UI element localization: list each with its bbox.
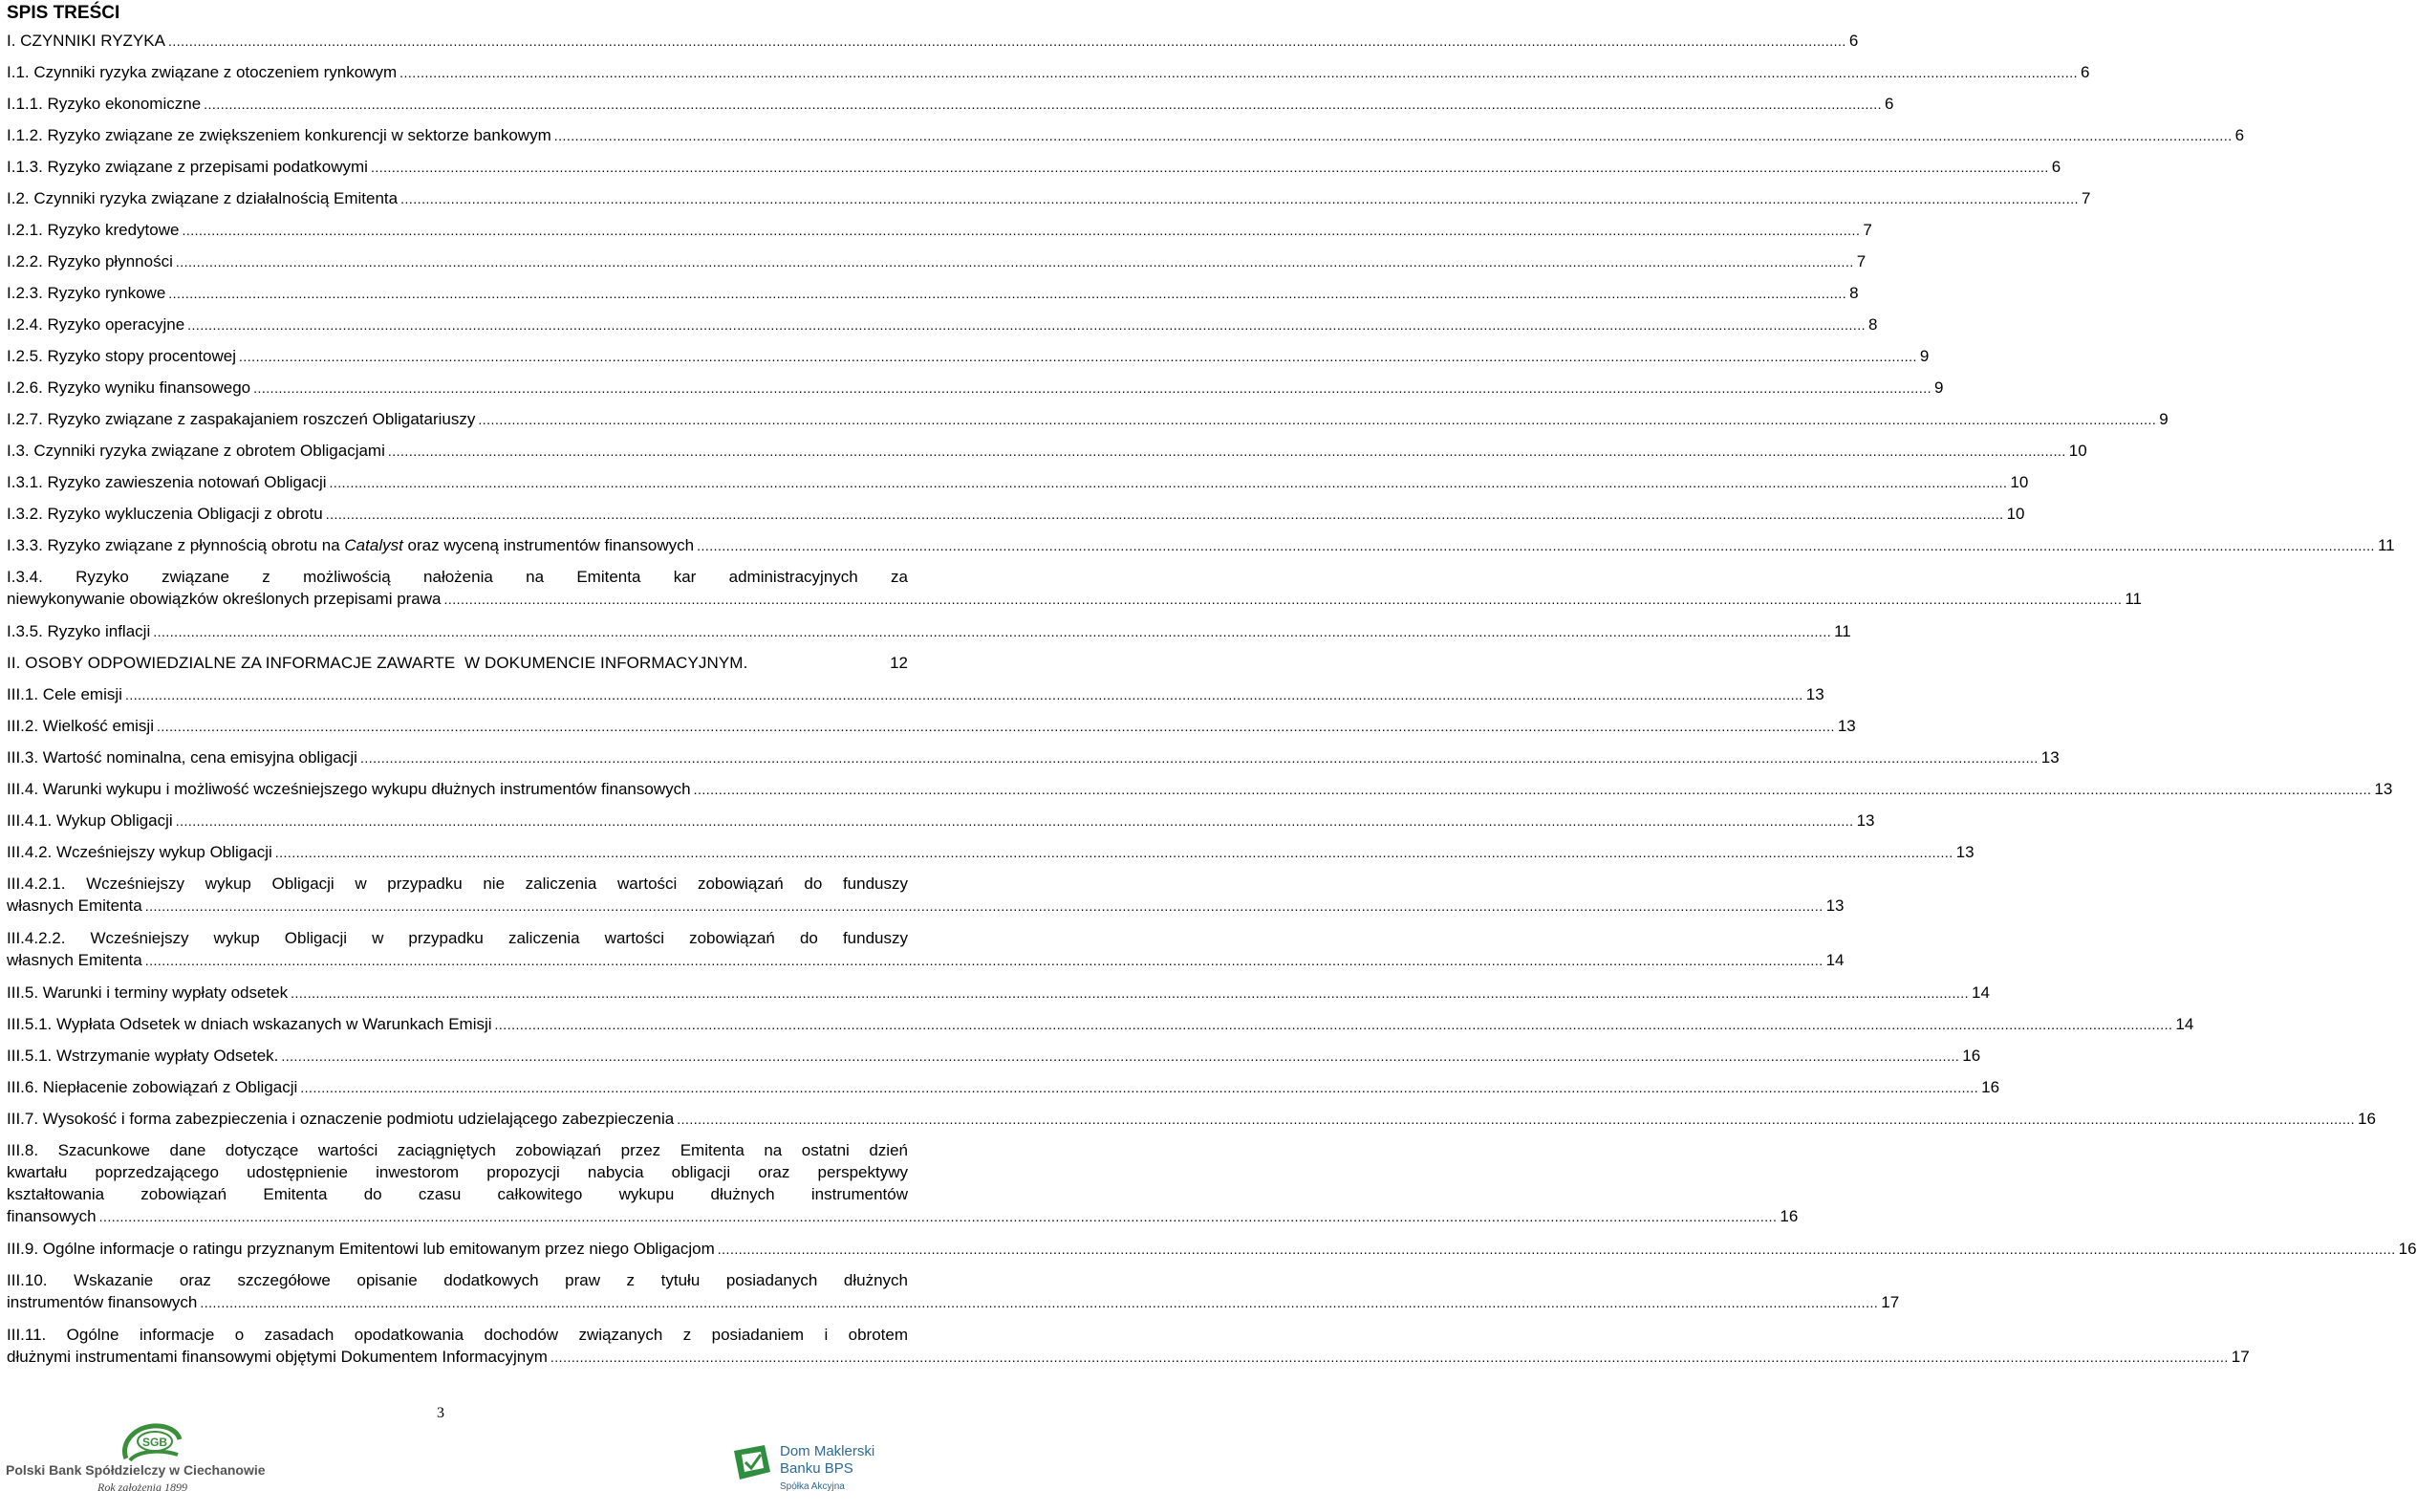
toc-entry-page: 12 — [890, 654, 908, 672]
toc-entry-text: III.10. Wskazanie oraz szczegółowe opisanie dodatkowych praw z tytułu posiadanych dłużnych — [7, 1271, 908, 1289]
toc-entry-text: I.2.4. Ryzyko operacyjne — [7, 315, 185, 334]
toc-entry-text: III.3. Wartość nominalna, cena emisyjna obligacji — [7, 748, 357, 767]
toc-leader-dots: ................................................................................................................................................................................................................................................................................................................................................................................................................ — [443, 592, 2123, 607]
toc-entry-page: 9 — [2159, 410, 2169, 428]
toc-leader-dots: ................................................................................................................................................................................................................................................................................................................................................................................................................ — [553, 128, 2233, 143]
toc-entry-page: 16 — [1962, 1047, 1981, 1065]
toc-leader-dots: ................................................................................................................................................................................................................................................................................................................................................................................................................ — [175, 254, 1854, 270]
toc-entry-page: 6 — [1885, 95, 1894, 113]
toc-entry — [7, 927, 1845, 972]
toc-entry — [7, 408, 2169, 440]
toc-entry-text: III.4.2.2. Wcześniejszy wykup Obligacji w przypadku zaliczenia wartości zobowiązań do funduszy — [7, 929, 908, 947]
toc-entry-page: 13 — [2040, 748, 2060, 767]
dm-bps-logo — [732, 1441, 914, 1508]
toc-entry — [7, 652, 908, 683]
toc-leader-dots: ................................................................................................................................................................................................................................................................................................................................................................................................................ — [167, 33, 1846, 49]
toc-entry — [7, 841, 1975, 873]
toc-entry — [7, 534, 2395, 566]
toc-entry — [7, 982, 1990, 1013]
toc-entry-page: 8 — [1868, 315, 1878, 334]
toc-entry-text: I.3.1. Ryzyko zawieszenia notowań Obligacji — [7, 473, 327, 491]
toc-entry — [7, 566, 2143, 611]
page-title: SPIS TREŚCI — [7, 3, 120, 23]
toc-entry — [7, 187, 2091, 219]
page-number: 3 — [437, 1405, 444, 1421]
toc-leader-dots: ................................................................................................................................................................................................................................................................................................................................................................................................................ — [144, 953, 1824, 968]
toc-entry-text: I.3.5. Ryzyko inflacji — [7, 622, 151, 640]
toc-leader-dots: ................................................................................................................................................................................................................................................................................................................................................................................................................ — [494, 1017, 2173, 1032]
toc-entry — [7, 873, 1845, 918]
toc-leader-dots: ................................................................................................................................................................................................................................................................................................................................................................................................................ — [387, 443, 2066, 459]
toc-entry-text: III.4.1. Wykup Obligacji — [7, 811, 173, 830]
toc-entry — [7, 377, 1944, 408]
toc-leader-dots: ................................................................................................................................................................................................................................................................................................................................................................................................................ — [370, 160, 2049, 175]
toc-entry-page: 14 — [2175, 1015, 2194, 1033]
toc-leader-dots: ................................................................................................................................................................................................................................................................................................................................................................................................................ — [693, 782, 2372, 797]
toc-entry-page: 13 — [1805, 685, 1824, 703]
toc-entry-page: 11 — [2377, 536, 2395, 554]
toc-leader-dots: ................................................................................................................................................................................................................................................................................................................................................................................................................ — [325, 507, 2004, 522]
toc-entry — [7, 1324, 2250, 1369]
toc-entry — [7, 778, 2393, 810]
toc-entry — [7, 683, 1824, 715]
toc-leader-dots: ................................................................................................................................................................................................................................................................................................................................................................................................................ — [697, 538, 2375, 553]
toc-entry-page: 10 — [2010, 473, 2029, 491]
dm-bps-emblem-icon — [732, 1443, 772, 1481]
toc-entry-page: 17 — [1881, 1293, 1900, 1311]
dm-bps-line1: Dom Maklerski — [780, 1443, 875, 1459]
toc-leader-dots: ................................................................................................................................................................................................................................................................................................................................................................................................................ — [144, 898, 1824, 914]
toc-leader-dots: ................................................................................................................................................................................................................................................................................................................................................................................................................ — [239, 349, 1917, 364]
toc-entry-text-cont: kształtowania zobowiązań Emitenta do czasu całkowitego wykupu dłużnych instrumentów — [7, 1185, 908, 1203]
toc-entry — [7, 1045, 1981, 1076]
toc-entry-page: 6 — [2081, 63, 2090, 81]
toc-entry — [7, 345, 1930, 377]
toc-entry-page: 6 — [2051, 158, 2061, 176]
toc-entry — [7, 93, 1894, 124]
toc-leader-dots: ................................................................................................................................................................................................................................................................................................................................................................................................................ — [153, 624, 1832, 639]
toc-entry — [7, 715, 1856, 746]
toc-entry-page: 9 — [1933, 378, 1944, 397]
toc-entry-text-cont: instrumentów finansowych — [7, 1293, 198, 1311]
toc-leader-dots: ................................................................................................................................................................................................................................................................................................................................................................................................................ — [359, 750, 2039, 766]
toc-entry-page: 10 — [2006, 505, 2025, 523]
toc-entry-page: 7 — [1856, 252, 1867, 270]
toc-entry — [7, 1108, 2376, 1139]
toc-leader-dots: ................................................................................................................................................................................................................................................................................................................................................................................................................ — [175, 813, 1854, 829]
toc-entry-text-part: I.3.3. Ryzyko związane z płynnością obrotu na — [7, 536, 345, 554]
toc-entry — [7, 124, 2245, 156]
toc-entry-text: III.11. Ogólne informacje o zasadach opodatkowania dochodów związanych z posiadaniem i obrotem — [7, 1326, 908, 1344]
toc-entry-text: III.1. Cele emisji — [7, 685, 122, 703]
toc-entry-text: III.7. Wysokość i forma zabezpieczenia i oznaczenie podmiotu udzielającego zabezpieczenia — [7, 1110, 675, 1128]
toc-entry — [7, 620, 1851, 652]
toc-leader-dots: ................................................................................................................................................................................................................................................................................................................................................................................................................ — [98, 1209, 1778, 1224]
toc-leader-dots: ................................................................................................................................................................................................................................................................................................................................................................................................................ — [329, 475, 2008, 490]
toc-entry-text: III.4.2.1. Wcześniejszy wykup Obligacji w przypadku nie zaliczenia wartości zobowiązań do funduszy — [7, 875, 908, 893]
toc-entry-text: III.6. Niepłacenie zobowiązań z Obligacji — [7, 1078, 298, 1096]
toc-entry-page: 16 — [2358, 1110, 2376, 1128]
toc-entry-italic-term: Catalyst — [344, 536, 403, 554]
bank-name: Polski Bank Spółdzielczy w Ciechanowie — [6, 1462, 266, 1478]
toc-entry — [7, 471, 2029, 503]
toc-entry-text: I.1.1. Ryzyko ekonomiczne — [7, 95, 202, 113]
toc-entry-text: III.4.2. Wcześniejszy wykup Obligacji — [7, 843, 272, 861]
toc-leader-dots: ................................................................................................................................................................................................................................................................................................................................................................................................................ — [124, 687, 1803, 702]
toc-entry — [7, 313, 1878, 345]
toc-entry-text: I.2.7. Ryzyko związane z zaspakajaniem roszczeń Obligatariuszy — [7, 410, 476, 428]
sgb-emblem-icon — [119, 1422, 185, 1464]
toc-entry-text: III.2. Wielkość emisji — [7, 717, 154, 735]
toc-entry-text-part: oraz wyceną instrumentów finansowych — [402, 536, 695, 554]
toc-entry — [7, 219, 1872, 250]
toc-entry-text: III.5. Warunki i terminy wypłaty odsetek — [7, 983, 289, 1002]
toc-leader-dots: ................................................................................................................................................................................................................................................................................................................................................................................................................ — [187, 317, 1867, 333]
toc-entry-text: I.1. Czynniki ryzyka związane z otoczeniem rynkowym — [7, 63, 398, 81]
sgb-bank-logo — [6, 1422, 302, 1499]
toc-entry-page: 8 — [1849, 284, 1859, 302]
toc-entry-page: 6 — [2234, 126, 2245, 144]
toc-leader-dots: ................................................................................................................................................................................................................................................................................................................................................................................................................ — [204, 97, 1883, 112]
toc-entry — [7, 440, 2087, 471]
toc-entry-text-cont: własnych Emitenta — [7, 896, 142, 915]
toc-leader-dots: ................................................................................................................................................................................................................................................................................................................................................................................................................ — [399, 65, 2078, 80]
toc-entry-page: 13 — [1825, 896, 1845, 915]
toc-leader-dots: ................................................................................................................................................................................................................................................................................................................................................................................................................ — [550, 1350, 2229, 1365]
toc-entry — [7, 1139, 1799, 1228]
toc-entry-text: III.5.1. Wstrzymanie wypłaty Odsetek. — [7, 1047, 279, 1065]
toc-entry-text: II. OSOBY ODPOWIEDZIALNE ZA INFORMACJE ZAWARTE W DOKUMENCIE INFORMACYJNYM. — [7, 654, 748, 672]
toc-entry — [7, 61, 2090, 93]
toc-leader-dots: ................................................................................................................................................................................................................................................................................................................................................................................................................ — [253, 380, 1931, 396]
table-of-contents — [7, 30, 2417, 1378]
toc-entry-page: 16 — [1981, 1078, 2000, 1096]
toc-entry-page: 17 — [2231, 1348, 2250, 1366]
toc-entry-page: 11 — [1834, 622, 1851, 640]
toc-entry — [7, 810, 1875, 841]
toc-entry — [7, 250, 1867, 282]
toc-entry-page: 13 — [1837, 717, 1856, 735]
toc-entry-page: 14 — [1972, 983, 1990, 1002]
toc-entry-text: I.3. Czynniki ryzyka związane z obrotem Obligacjami — [7, 442, 385, 460]
toc-entry-text-cont: kwartału poprzedzającego udostępnienie inwestorom propozycji nabycia obligacji oraz perspektywy — [7, 1163, 908, 1181]
toc-leader-dots: ................................................................................................................................................................................................................................................................................................................................................................................................................ — [677, 1112, 2356, 1127]
toc-entry-page: 7 — [1863, 221, 1872, 239]
dm-bps-line2: Banku BPS — [780, 1460, 853, 1477]
toc-entry — [7, 30, 1859, 61]
toc-entry-text-cont: niewykonywanie obowiązków określonych przepisami prawa — [7, 590, 442, 608]
toc-entry-text: III.9. Ogólne informacje o ratingu przyznanym Emitentowi lub emitowanym przez niego Obligacjom — [7, 1240, 715, 1258]
toc-entry-text: I.2. Czynniki ryzyka związane z działalnością Emitenta — [7, 189, 399, 207]
toc-entry — [7, 1076, 2000, 1108]
toc-leader-dots: ................................................................................................................................................................................................................................................................................................................................................................................................................ — [182, 223, 1861, 238]
toc-entry-page: 16 — [1780, 1207, 1799, 1225]
toc-entry-text: I.1.2. Ryzyko związane ze zwiększeniem konkurencji w sektorze bankowym — [7, 126, 551, 144]
toc-leader-dots: ................................................................................................................................................................................................................................................................................................................................................................................................................ — [291, 985, 1969, 1001]
toc-entry — [7, 746, 2060, 778]
toc-leader-dots: ................................................................................................................................................................................................................................................................................................................................................................................................................ — [168, 286, 1847, 301]
toc-entry — [7, 1238, 2417, 1269]
toc-entry-text: I.2.3. Ryzyko rynkowe — [7, 284, 166, 302]
toc-entry-text: I.2.6. Ryzyko wyniku finansowego — [7, 378, 251, 397]
toc-entry — [7, 156, 2061, 187]
toc-leader-dots: ................................................................................................................................................................................................................................................................................................................................................................................................................ — [300, 1080, 1979, 1095]
toc-leader-dots: ................................................................................................................................................................................................................................................................................................................................................................................................................ — [200, 1295, 1879, 1310]
toc-entry-text: I.2.1. Ryzyko kredytowe — [7, 221, 180, 239]
toc-leader-dots: ................................................................................................................................................................................................................................................................................................................................................................................................................ — [717, 1242, 2396, 1257]
toc-entry-page: 13 — [2374, 780, 2393, 798]
toc-entry — [7, 282, 1859, 313]
toc-entry-text: III.5.1. Wypłata Odsetek w dniach wskazanych w Warunkach Emisji — [7, 1015, 492, 1033]
toc-leader-dots: ................................................................................................................................................................................................................................................................................................................................................................................................................ — [400, 191, 2079, 206]
toc-entry-text: I.2.5. Ryzyko stopy procentowej — [7, 347, 237, 365]
toc-entry — [7, 1013, 2194, 1045]
toc-entry-text: I.3.2. Ryzyko wykluczenia Obligacji z obrotu — [7, 505, 323, 523]
toc-entry-page: 16 — [2398, 1240, 2417, 1258]
toc-entry-page: 14 — [1825, 951, 1845, 969]
toc-entry — [7, 1269, 1900, 1314]
toc-entry-page: 13 — [1856, 811, 1875, 830]
toc-entry-text: I.3.4. Ryzyko związane z możliwością nałożenia na Emitenta kar administracyjnych za — [7, 568, 908, 586]
toc-entry-text-cont: własnych Emitenta — [7, 951, 142, 969]
toc-leader-dots: ................................................................................................................................................................................................................................................................................................................................................................................................................ — [156, 719, 1835, 734]
toc-leader-dots: ................................................................................................................................................................................................................................................................................................................................................................................................................ — [478, 412, 2157, 427]
toc-entry-page: 10 — [2068, 442, 2087, 460]
toc-leader-dots: ................................................................................................................................................................................................................................................................................................................................................................................................................ — [274, 845, 1953, 860]
toc-entry-text-cont: dłużnymi instrumentami finansowymi objętymi Dokumentem Informacyjnym — [7, 1348, 548, 1366]
bank-founded: Rok założenia 1899 — [97, 1480, 187, 1494]
dm-bps-line3: Spółka Akcyjna — [780, 1481, 845, 1492]
toc-entry-page: 6 — [1848, 32, 1859, 50]
toc-entry-text: I.1.3. Ryzyko związane z przepisami podatkowymi — [7, 158, 368, 176]
toc-entry-text: III.4. Warunki wykupu i możliwość wcześniejszego wykupu dłużnych instrumentów finansowych — [7, 780, 691, 798]
toc-entry-page: 7 — [2081, 189, 2091, 207]
toc-entry-page: 9 — [1919, 347, 1930, 365]
toc-entry-text: I. CZYNNIKI RYZYKA — [7, 32, 165, 50]
toc-entry-text-cont: finansowych — [7, 1207, 97, 1225]
toc-leader-dots: ................................................................................................................................................................................................................................................................................................................................................................................................................ — [281, 1048, 1960, 1064]
toc-entry-page: 13 — [1955, 843, 1975, 861]
sgb-emblem-text: SGB — [141, 1436, 168, 1449]
toc-entry — [7, 503, 2025, 534]
toc-entry-text: III.8. Szacunkowe dane dotyczące wartości zaciągniętych zobowiązań przez Emitenta na ostatni dzień — [7, 1141, 908, 1159]
toc-entry-text: I.2.2. Ryzyko płynności — [7, 252, 173, 270]
toc-entry-page: 11 — [2125, 590, 2143, 608]
toc-entry-text — [7, 534, 694, 556]
